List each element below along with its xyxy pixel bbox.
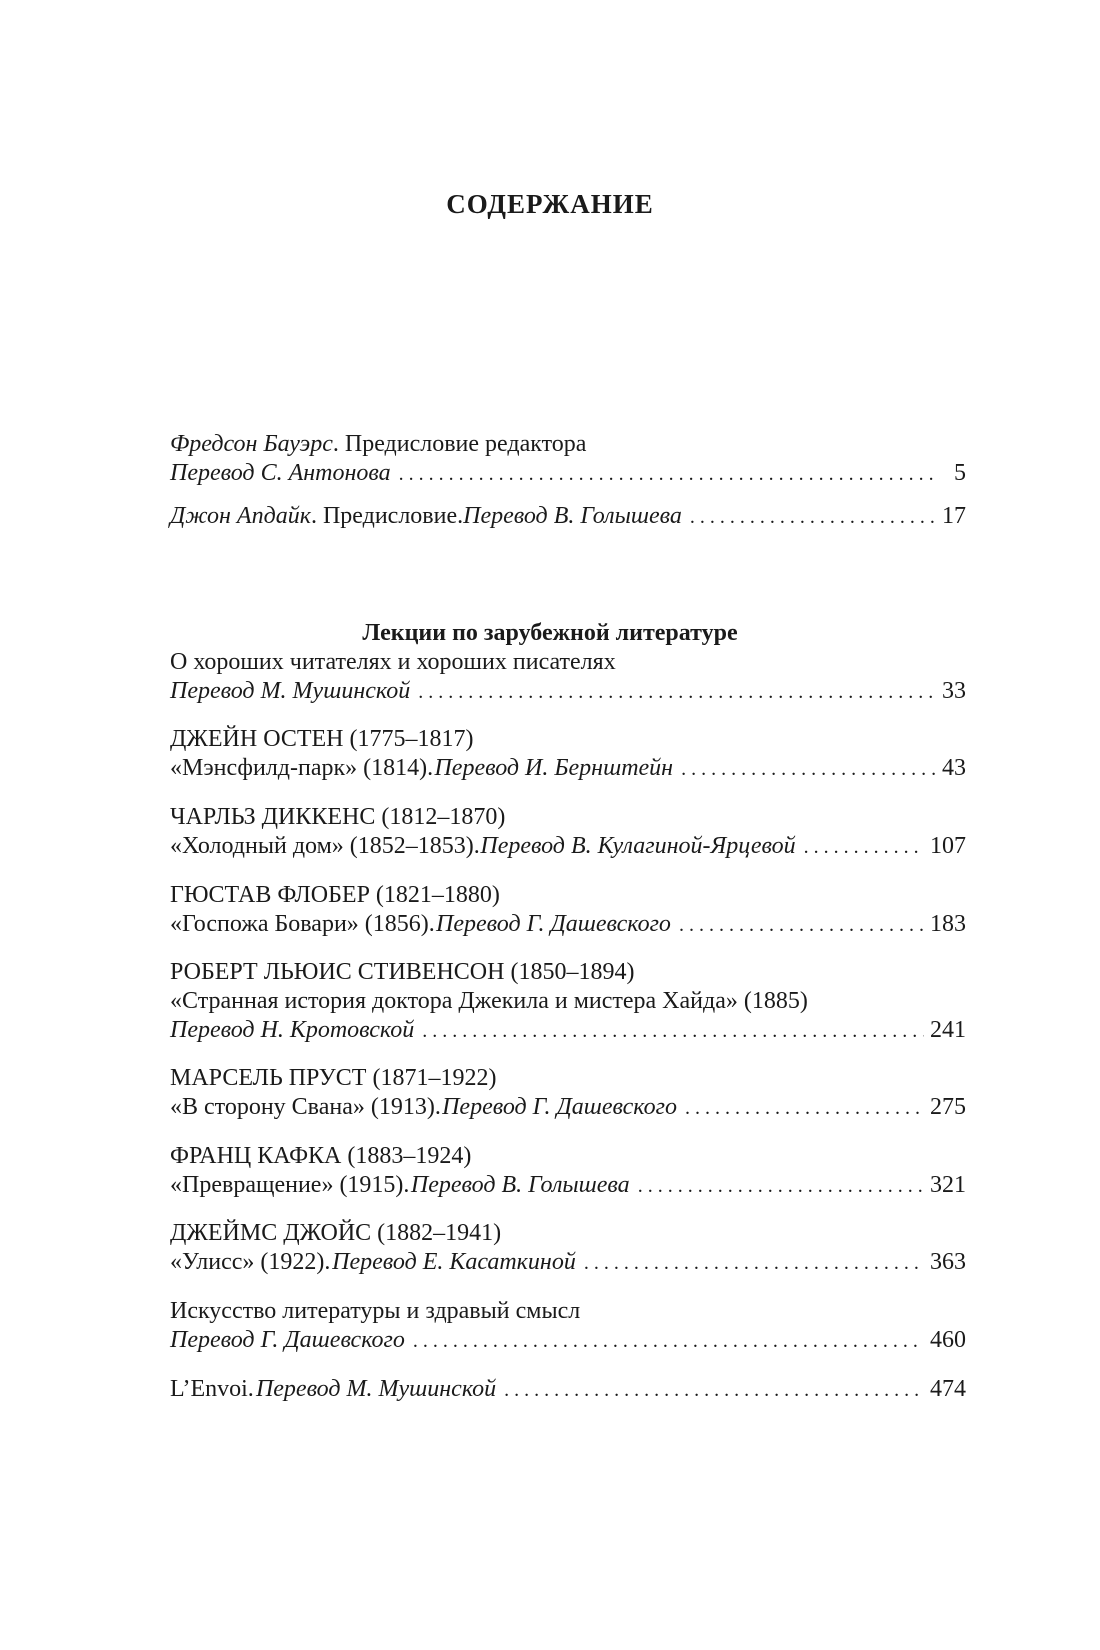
page-number: 33 <box>942 678 966 704</box>
page-number: 275 <box>930 1094 966 1120</box>
dot-leader <box>679 911 924 940</box>
toc-line <box>170 1248 966 1277</box>
translator-credit: Перевод С. Антонова <box>170 460 391 486</box>
work-title: «Холодный дом» (1852–1853). <box>170 833 480 859</box>
translator-credit: Перевод М. Мушинской <box>255 1376 497 1402</box>
author-heading: МАРСЕЛЬ ПРУСТ (1871–1922) <box>170 1065 497 1091</box>
toc-entry-flaubert[interactable] <box>170 881 966 939</box>
translator-credit: Перевод И. Бернштейн <box>434 755 674 781</box>
author-heading: ФРАНЦ КАФКА (1883–1924) <box>170 1143 472 1169</box>
work-title: «В сторону Свана» (1913). <box>170 1094 441 1120</box>
page-number: 43 <box>942 755 966 781</box>
toc-line <box>170 648 966 677</box>
author-heading: ГЮСТАВ ФЛОБЕР (1821–1880) <box>170 882 500 908</box>
work-title: L’Envoi. <box>170 1376 254 1402</box>
page-number: 474 <box>930 1376 966 1402</box>
toc-entry-updike-preface[interactable] <box>170 502 966 531</box>
dot-leader <box>584 1249 924 1278</box>
page-number: 17 <box>942 503 966 529</box>
page-number: 363 <box>930 1249 966 1275</box>
work-title: «Госпожа Бовари» (1856). <box>170 911 435 937</box>
page-number: 5 <box>954 460 966 486</box>
dot-leader <box>685 1094 924 1123</box>
toc-entry-stevenson[interactable] <box>170 958 966 1045</box>
toc-line <box>170 958 966 987</box>
toc-line <box>170 803 966 832</box>
toc-line <box>170 1219 966 1248</box>
toc-line <box>170 1171 966 1200</box>
toc-line <box>170 987 966 1016</box>
toc-entry-kafka[interactable] <box>170 1142 966 1200</box>
toc-line <box>170 430 966 459</box>
toc-line <box>170 677 966 706</box>
toc-line <box>170 1064 966 1093</box>
toc-line <box>170 910 966 939</box>
toc-entry-joyce[interactable] <box>170 1219 966 1277</box>
translator-credit: Перевод В. Голышева <box>410 1172 630 1198</box>
toc-line <box>170 725 966 754</box>
page-number: 460 <box>930 1327 966 1353</box>
work-title: «Мэнсфилд-парк» (1814). <box>170 755 434 781</box>
toc-line <box>170 1093 966 1122</box>
toc-entry-art-of-literature[interactable] <box>170 1297 966 1355</box>
translator-credit: Перевод Г. Дашевского <box>442 1094 677 1120</box>
translator-credit: Перевод Г. Дашевского <box>436 911 671 937</box>
translator-credit: Перевод В. Голышева <box>463 503 682 529</box>
toc-line <box>170 1142 966 1171</box>
translator-credit: Перевод Г. Дашевского <box>170 1327 405 1353</box>
toc-line <box>170 1016 966 1045</box>
page-number: 241 <box>930 1017 966 1043</box>
page-number: 321 <box>930 1172 966 1198</box>
toc-line <box>170 754 966 783</box>
work-title: «Улисс» (1922). <box>170 1249 331 1275</box>
work-title: «Странная история доктора Джекила и мистера Хайда» (1885) <box>170 988 808 1014</box>
toc-line <box>170 1297 966 1326</box>
translator-credit: Перевод Н. Кротовской <box>170 1017 415 1043</box>
page-number: 107 <box>930 833 966 859</box>
toc-entry-proust[interactable] <box>170 1064 966 1122</box>
toc-entry-dickens[interactable] <box>170 803 966 861</box>
translator-credit: Перевод В. Кулагиной-Ярцевой <box>480 833 796 859</box>
author-heading: РОБЕРТ ЛЬЮИС СТИВЕНСОН (1850–1894) <box>170 959 635 985</box>
dot-leader <box>804 833 924 862</box>
dot-leader <box>413 1327 924 1356</box>
toc-entry-lenvoi[interactable] <box>170 1375 966 1404</box>
entry-title: . Предисловие редактора <box>332 431 587 457</box>
translator-credit: Перевод М. Мушинской <box>170 678 411 704</box>
toc-line <box>170 502 966 531</box>
dot-leader <box>638 1172 924 1201</box>
section-heading: Лекции по зарубежной литературе <box>362 620 738 646</box>
toc-line <box>170 1375 966 1404</box>
author-heading: ДЖЕЙМС ДЖОЙС (1882–1941) <box>170 1220 502 1246</box>
dot-leader <box>504 1376 924 1405</box>
toc-line <box>170 459 966 488</box>
page-title: СОДЕРЖАНИЕ <box>446 189 654 219</box>
entry-title: Искусство литературы и здравый смысл <box>170 1298 581 1324</box>
author-name: Фредсон Бауэрс <box>170 431 333 457</box>
dot-leader <box>690 503 936 532</box>
toc-entry-good-readers[interactable] <box>170 648 966 706</box>
dot-leader <box>399 460 940 489</box>
dot-leader <box>422 1017 924 1046</box>
toc-line <box>170 1326 966 1355</box>
author-name: Джон Апдайк <box>170 503 311 529</box>
translator-credit: Перевод Е. Касаткиной <box>332 1249 576 1275</box>
toc-entry-austen[interactable] <box>170 725 966 783</box>
entry-title: . Предисловие. <box>310 503 464 529</box>
dot-leader <box>681 755 936 784</box>
toc-line <box>170 832 966 861</box>
toc-entry-editor-preface[interactable] <box>170 430 966 488</box>
author-heading: ЧАРЛЬЗ ДИККЕНС (1812–1870) <box>170 804 506 830</box>
dot-leader <box>418 678 936 707</box>
toc-line <box>170 881 966 910</box>
entry-title: О хороших читателях и хороших писателях <box>170 649 616 675</box>
author-heading: ДЖЕЙН ОСТЕН (1775–1817) <box>170 726 474 752</box>
page-number: 183 <box>930 911 966 937</box>
work-title: «Превращение» (1915). <box>170 1172 410 1198</box>
